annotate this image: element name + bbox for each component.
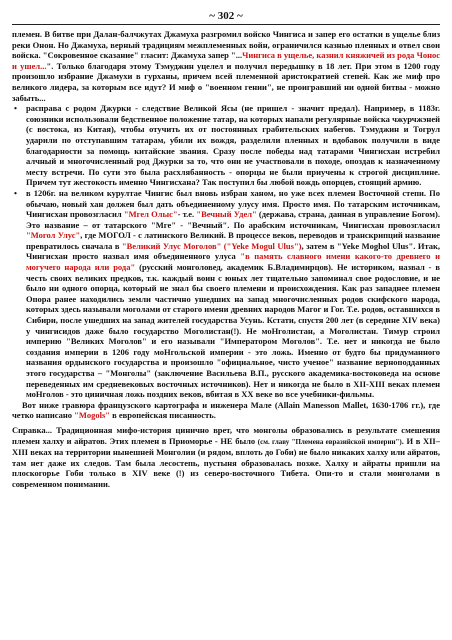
list-item-text: [26, 103, 440, 187]
text-run: "Вечный Удел": [196, 209, 257, 220]
text-run: "в память славного имени какого-то древнего и могучего народа или рода": [26, 251, 440, 273]
intro-paragraph: [12, 29, 440, 103]
text-run: - т.е.: [177, 209, 197, 220]
page-number: ~ 302 ~: [209, 10, 243, 22]
text-run: расправа с родом Джурки - следствие Великой Ясы (не пришел - значит предал). Например, в 1183г. союзники использовали бедственное положение татар, на которых напали регулярные войска чжурчжэней (с востока, из Китая), чтобы отучить их от постоянных грабительских набегов. Тэмуджин и Тогрул ударили по отступавшим татарам, убили их вождя, разделили пленных и вдобавок получили в виде благодарности за помощь китайские звания. Сразу после победы над татарами Чингисхан истребил алчный и многочисленный род Джурки за то, что они не участвовали в походе, опоздав к назначенному месту встречи. По сути это была расхлябанность - опорцы не были приучены к строгой дисциплине. Причем тут жестокость именно Чингисхана? Так поступил бы любой вождь опорцев, стоящий армию.: [26, 103, 440, 188]
text-run: (русский монголовед, академик Б.Владимирцов). Не историком, назвал - в честь своих великих предков, т.к. каждый воин с юных лет тщательно запоминал свое родословие, и не было ни одного опорца, который не знал бы своего племени и происхождения. Как раз западнее племен Опора ранее находились земли частично ушедших на запад многочисленных родов скифского народа, которых здесь называли моголами от старого имени древних народов Магог и Гог. Т.е. родов, оставшихся в Сибири, после ушедших на запад жителей государства Усунь. Кстати, спустя 200 лет (в середине XIV века) у чингисидов даже было государство Моголистан(!). Не моНголистан, а Моголистан. Тимур строил империю "Великих Моголов" и его называли "Императором Моголов". Т.е. нет и никогда не было создания империи в 1206 году моНгольской империи - это ложь. Именно от будто бы придуманного названия ордынского государства и произошло "официальное, чисто ученое" название верноподданных этого государства – "Монголы" (заключение Васильева В.П., русского академика-востоковеда на основе переведенных им средневековых восточных источников). Нет и никогда не было в XII-XIII веках племен моНголов - это циничная ложь поздних веков, вбитая в XX веке во все учебники-фильмы.: [26, 262, 441, 400]
text-run: "Мгел Олыс": [123, 209, 178, 220]
text-run: , где МОГОЛ - с латинского Великий. В процессе веков, переводов и транскрипций название превратилось сначала в: [26, 230, 440, 251]
header-rule: [12, 24, 440, 25]
text-run: , затем в "Yeke Moghol Ulus". Итак, Чингисхан просто назвал имя объединенного улуса: [26, 240, 440, 262]
list-item-text: [26, 188, 440, 399]
text-run: "Mogols": [74, 410, 111, 421]
bullet-icon: •: [14, 103, 17, 114]
male-engraving-paragraph: [12, 400, 440, 421]
bullet-list: [12, 103, 440, 400]
bullet-icon: •: [14, 187, 17, 198]
text-run: Чингиса в ущелье, казнил княжичей из рода Чонос и ушел...: [12, 50, 440, 71]
text-run: Вот ниже гравюра французского картографа и инженера Мале (Allain Manesson Mallet, 1630-1706 гг.), где четко написано: [12, 399, 440, 421]
text-run: Справка... Традиционная мифо-история цинично врет, что монголы образовались в результате смешения племен халху и айратов. Этих племен в Приоморье - НЕ было: [12, 424, 440, 446]
text-run: ". Только благодаря этому Тэмуджин уцелел и получил передышку в 18 лет. При этом в 1200 году произошло избрание Джамухи в гурханы, причем всей племенной аристократией степей. Как же миф про великого лидера, за которым все идут? И миф о "военном гении", не проигравший ни одной битвы - можно забыть...: [12, 60, 440, 103]
list-item-kurultai: [12, 188, 440, 400]
text-run: в европейская писанность.: [110, 410, 216, 421]
text-run: племен. В битве при Далан-балчжутах Джамуха разгромил войско Чингиса и запер его остатки в ущелье близ реки Онон. Но Джамуха, верный традициям межплеменных войн, ограничился казнью пленных и отвел свои войска. "Сокровенное сказание" гласит: Джамуха запер "...: [12, 29, 440, 61]
text-run: в 1206г. на великом курултае Чингис был вновь избран ханом, но уже всех племен Восточной степи. По обычаю, новый хан должен был дать объединенному улусу имя. Просто имя. По татарским источникам, Чингисхан провозгласил: [26, 187, 440, 220]
text-run: . И в XII–XIII веках на территории нынешней Монголии (и рядом, вплоть до Гоби) не было никаких халху или айратов, там нет даже их следов. Там была лесостепь, пустыня образовалась позже. Халху и айраты пришли на плоскогорье Гоби только в XIV веке (!) из северо-восточного Тибета. Опи-то и стали монголами в современном понимании.: [12, 435, 440, 489]
text-run: (см. главу "Племена евразийской империи"): [257, 437, 402, 446]
text-run: "Великий Улус Моголов" ("Yeke Mogul Ulus"): [121, 240, 302, 251]
text-run: (держава, страна, данная в управление Богом). Это название – от татарского "Мге" - "Вечный". По арабским источникам, Чингисхан провозгласил: [26, 209, 440, 230]
text-run: "Могол Улус": [26, 230, 81, 241]
list-item-jurki: [12, 103, 440, 188]
reference-note-paragraph: [12, 425, 440, 490]
